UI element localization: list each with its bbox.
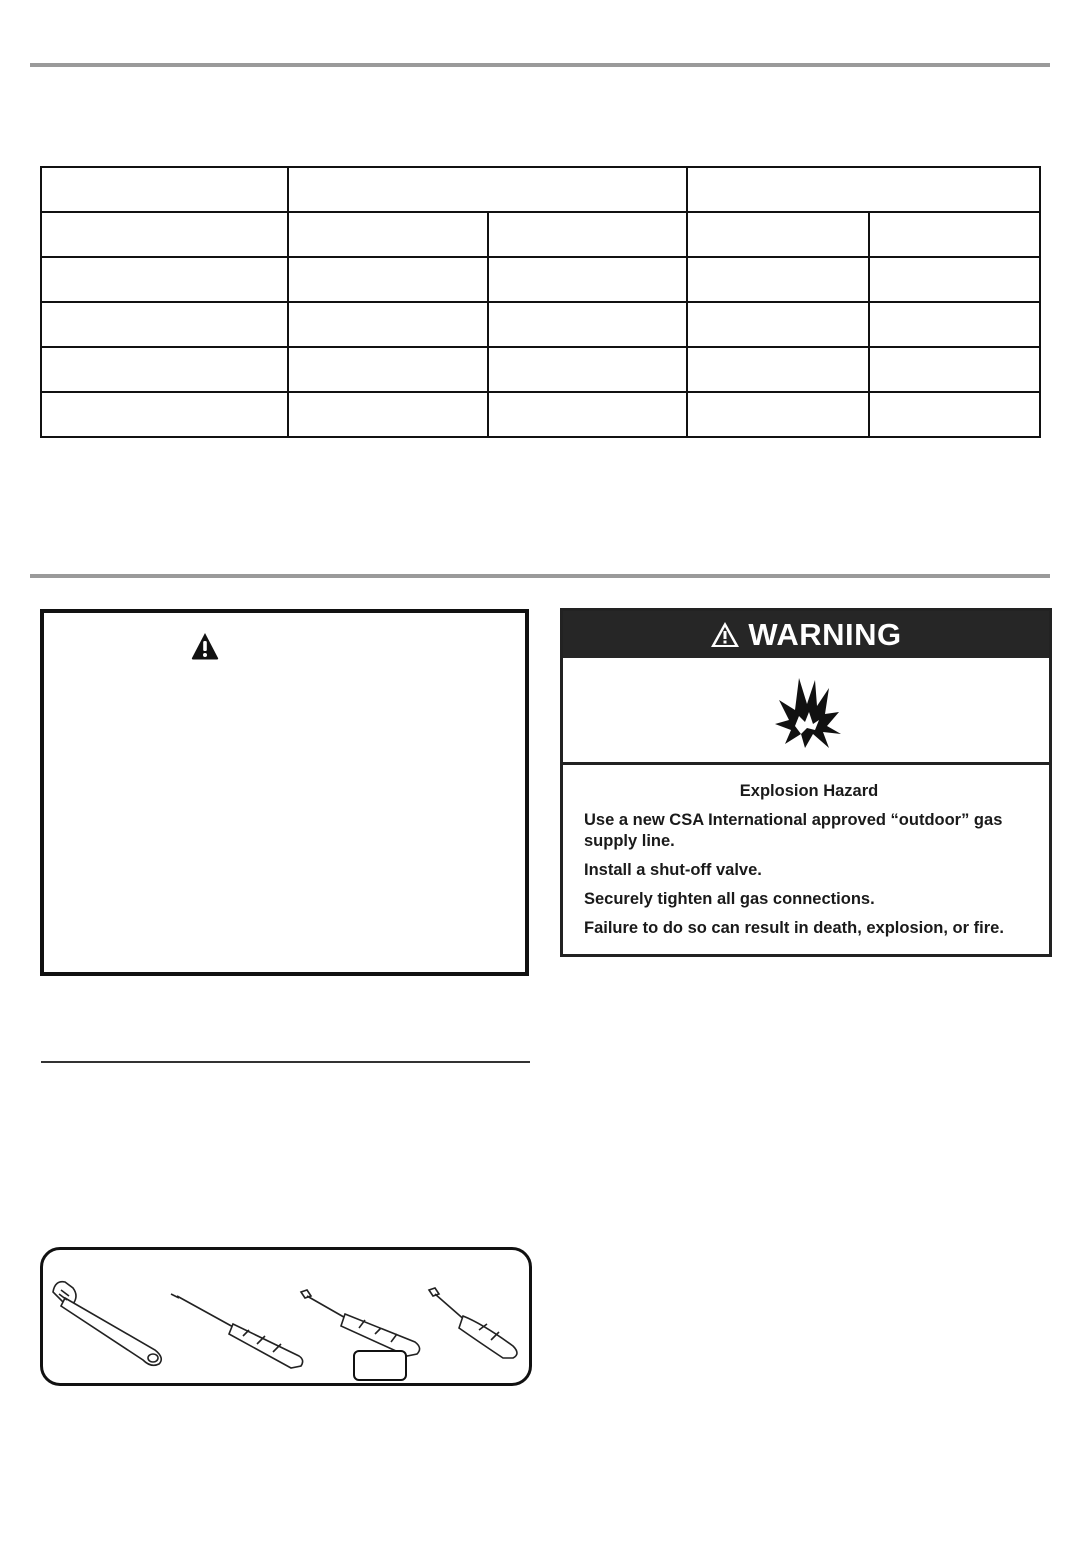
table-cell — [869, 212, 1040, 257]
table-cell — [687, 257, 869, 302]
warning-line: Install a shut-off valve. — [584, 861, 762, 879]
caution-box — [40, 609, 529, 976]
table-row — [41, 257, 1040, 302]
warning-title: WARNING — [748, 616, 902, 652]
table-cell — [41, 347, 288, 392]
mid-section-rule — [30, 574, 1050, 578]
table-cell — [488, 392, 687, 437]
table-cell — [288, 257, 488, 302]
table-cell — [41, 167, 288, 212]
warning-hazard-title: Explosion Hazard — [739, 782, 879, 800]
adjustable-wrench-icon — [53, 1282, 161, 1366]
warning-line: Failure to do so can result in death, explosion, or fire. — [584, 919, 1004, 937]
table-row — [41, 212, 1040, 257]
table-row — [41, 167, 1040, 212]
table-cell — [288, 302, 488, 347]
table-cell — [288, 167, 687, 212]
table-cell — [288, 347, 488, 392]
table-cell — [288, 392, 488, 437]
table-row — [41, 302, 1040, 347]
table-cell — [869, 347, 1040, 392]
table-cell — [488, 347, 687, 392]
tools-panel — [40, 1247, 532, 1386]
warning-header — [563, 611, 1049, 658]
table-row — [41, 392, 1040, 437]
warning-triangle-icon — [710, 621, 740, 648]
table-cell — [687, 167, 1040, 212]
top-section-rule — [30, 63, 1050, 67]
table-cell — [488, 212, 687, 257]
table-cell — [41, 392, 288, 437]
table-cell — [687, 302, 869, 347]
table-cell — [488, 257, 687, 302]
table-cell — [41, 212, 288, 257]
table-row — [41, 347, 1040, 392]
table-cell — [687, 347, 869, 392]
table-cell — [488, 302, 687, 347]
tool-label-box — [353, 1350, 407, 1381]
phillips-screwdriver-icon — [171, 1294, 303, 1368]
explosion-icon — [767, 670, 847, 750]
table-cell — [288, 212, 488, 257]
table-cell — [687, 212, 869, 257]
table-cell — [41, 257, 288, 302]
table-cell — [687, 392, 869, 437]
warning-symbol-area — [563, 658, 1049, 765]
table-cell — [869, 257, 1040, 302]
warning-text — [584, 781, 1034, 947]
warning-line: Securely tighten all gas connections. — [584, 890, 875, 908]
table-cell — [41, 302, 288, 347]
section-divider — [41, 1061, 530, 1063]
warning-box — [560, 608, 1052, 957]
spec-table — [40, 166, 1041, 438]
table-cell — [869, 392, 1040, 437]
caution-triangle-icon — [190, 631, 220, 661]
warning-line: Use a new CSA International approved “outdoor” gas supply line. — [584, 811, 1003, 850]
flat-screwdriver-icon — [301, 1290, 420, 1356]
nut-driver-icon — [429, 1288, 517, 1358]
table-cell — [869, 302, 1040, 347]
